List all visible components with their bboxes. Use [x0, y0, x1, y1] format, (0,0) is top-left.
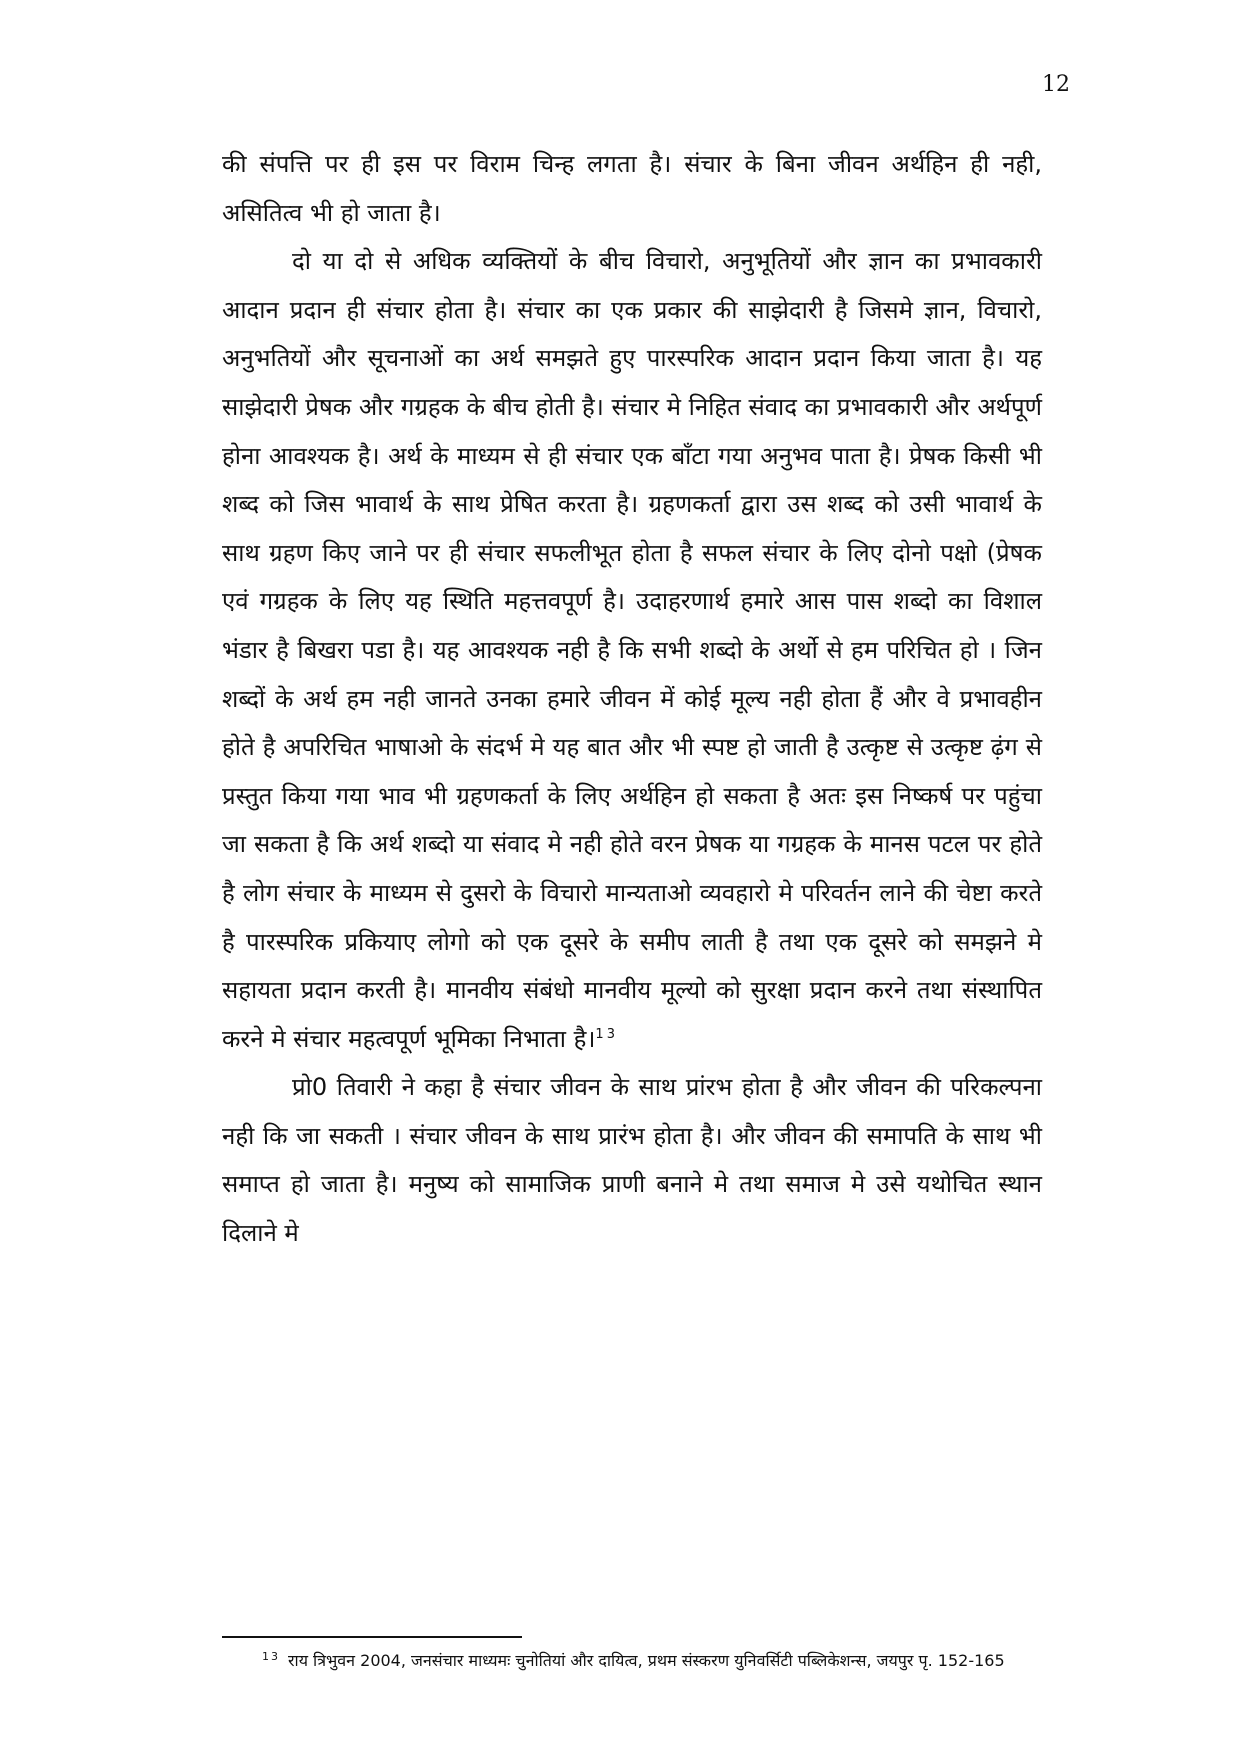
- footnote-reference: 13: [595, 1026, 618, 1042]
- paragraph-text: प्रो0 तिवारी ने कहा है संचार जीवन के साथ प्रांरभ होता है और जीवन की परिकल्पना नही कि जा सकती । संचार जीवन के साथ प्रारंभ होता है। और जीवन की समापति के साथ भी समाप्त हो जाता है। मनुष्य को सामाजिक प्राणी बनाने मे तथा समाज मे उसे यथोचित स्थान दिलाने मे: [222, 1073, 1042, 1248]
- footnote-separator: [222, 1636, 522, 1638]
- footnote-number: 13: [262, 1649, 280, 1663]
- paragraph-text: की संपत्ति पर ही इस पर विराम चिन्ह लगता है। संचार के बिना जीवन अर्थहिन ही नही, असितित्व भी हो जाता है।: [222, 150, 1042, 227]
- paragraph: [222, 237, 1042, 1063]
- body-text: [222, 140, 1042, 1258]
- footnote: [222, 1648, 1042, 1673]
- footnote-text: राय त्रिभुवन 2004, जनसंचार माध्यमः चुनोतियां और दायित्व, प्रथम संस्करण युनिवर्सिटी पब्लिकेशन्स, जयपुर पृ. 152-165: [288, 1651, 1005, 1670]
- page-number: 12: [1042, 72, 1070, 97]
- paragraph: [222, 1063, 1042, 1257]
- paragraph-text: दो या दो से अधिक व्यक्तियों के बीच विचारो, अनुभूतियों और ज्ञान का प्रभावकारी आदान प्रदान ही संचार होता है। संचार का एक प्रकार की साझेदारी है जिसमे ज्ञान, विचारो, अनुभतियों और सूचनाओं का अर्थ समझते हुए पारस्परिक आदान प्रदान किया जाता है। यह साझेदारी प्रेषक और गग्रहक के बीच होती है। संचार मे निहित संवाद का प्रभावकारी और अर्थपूर्ण होना आवश्यक है। अर्थ के माध्यम से ही संचार एक बॉंटा गया अनुभव पाता है। प्रेषक किसी भी शब्द को जिस भावार्थ के साथ प्रेषित करता है। ग्रहणकर्ता द्वारा उस शब्द को उसी भावार्थ के साथ ग्रहण किए जाने पर ही संचार सफलीभूत होता है सफल संचार के लिए दोनो पक्षो (प्रेषक एवं गग्रहक के लिए यह स्थिति महत्तवपूर्ण है। उदाहरणार्थ हमारे आस पास शब्दो का विशाल भंडार है बिखरा पडा है। यह आवश्यक नही है कि सभी शब्दो के अर्थो से हम परिचित हो । जिन शब्दों के अर्थ हम नही जानते उनका हमारे जीवन में कोई मूल्य नही होता हैं और वे प्रभावहीन होते है अपरिचित भाषाओ के संदर्भ मे यह बात और भी स्पष्ट हो जाती है उत्कृष्ट से उत्कृष्ट ढ़ंग से प्रस्तुत किया गया भाव भी ग्रहणकर्ता के लिए अर्थहिन हो सकता है अतः इस निष्कर्ष पर पहुंचा जा सकता है कि अर्थ शब्दो या संवाद मे नही होते वरन प्रेषक या गग्रहक के मानस पटल पर होते है लोग संचार के माध्यम से दुसरो के विचारो मान्यताओ व्यवहारो मे परिवर्तन लाने की चेष्टा करते है पारस्परिक प्रकियाए लोगो को एक दूसरे के समीप लाती है तथा एक दूसरे को समझने मे सहायता प्रदान करती है। मानवीय संबंधो मानवीय मूल्यो को सुरक्षा प्रदान करने तथा संस्थापित करने मे संचार महत्वपूर्ण भूमिका निभाता है।: [222, 247, 1042, 1053]
- paragraph: [222, 140, 1042, 237]
